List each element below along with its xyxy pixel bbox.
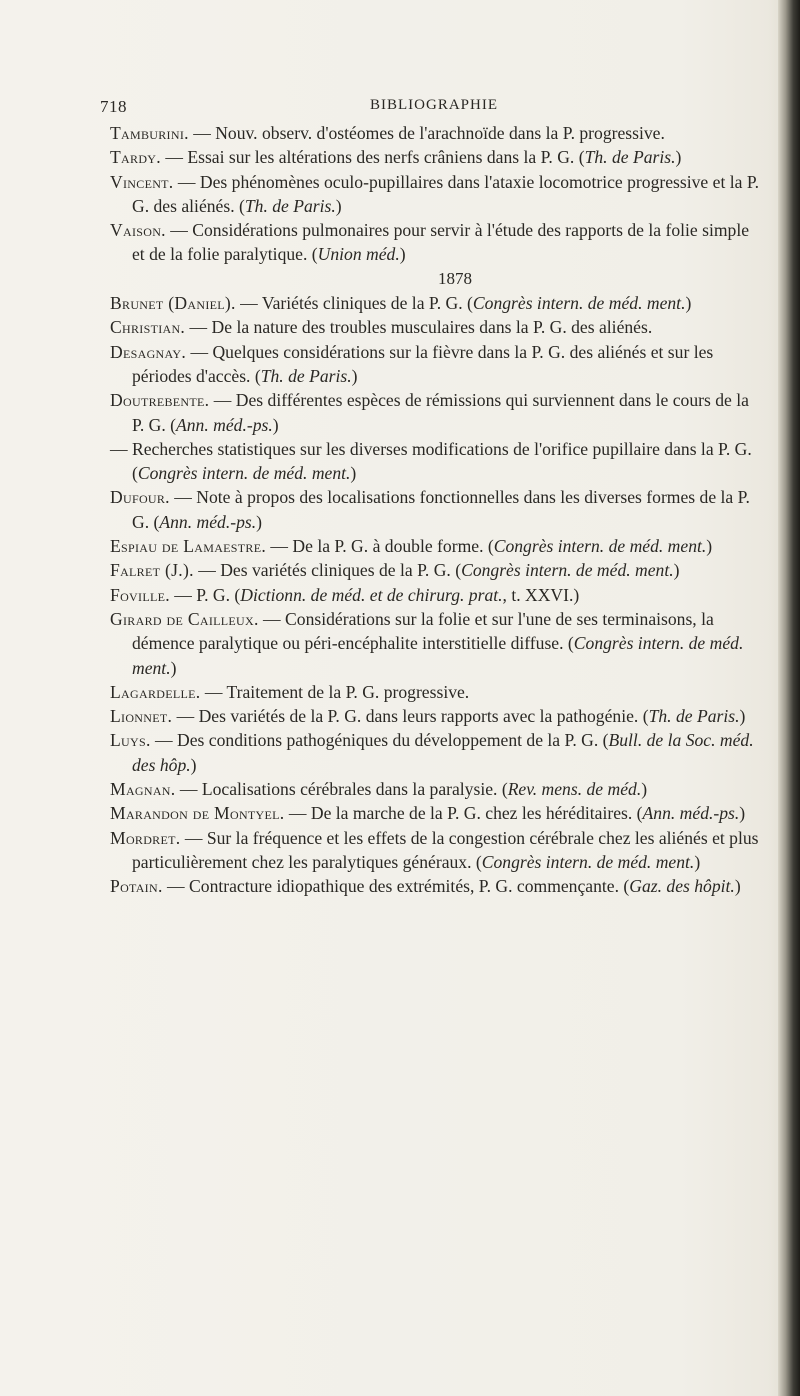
entry-source: Congrès intern. de méd. ment.	[461, 560, 674, 581]
page-header	[0, 97, 800, 121]
entry-title: — Nouv. observ. d'ostéomes de l'arachnoïde dans la P. progressive.	[188, 123, 665, 143]
entry-source: Congrès intern. de méd. ment.	[481, 851, 695, 872]
entry-author: Brunet (Daniel).	[110, 293, 236, 314]
entry-source: Rev. mens. de méd.	[507, 779, 642, 800]
bibliography-entry	[110, 291, 760, 315]
bibliography-entry	[110, 388, 760, 437]
entry-tail: )	[739, 706, 746, 727]
entry-title: — Des phénomènes oculo-pupillaires dans l'ataxie locomotrice progressive et la P. G. des aliénés. (	[132, 171, 760, 216]
bibliography-entry	[110, 340, 760, 389]
entry-tail: )	[272, 414, 279, 435]
entry-tail: )	[685, 293, 692, 314]
entry-tail: )	[673, 560, 680, 581]
bibliography-entry	[110, 680, 760, 704]
entry-author: Desagnay.	[110, 341, 187, 362]
entry-source: Union méd.	[317, 244, 400, 265]
entry-tail: )	[335, 195, 342, 216]
bibliography-entry	[110, 315, 760, 339]
entry-author: Mordret.	[110, 827, 181, 848]
entry-tail: )	[190, 754, 197, 775]
bibliography-entry	[110, 704, 760, 728]
entry-source: Dictionn. de méd. et de chirurg. prat.	[240, 584, 503, 605]
entry-author: Potain.	[110, 876, 163, 897]
entries-before-year	[110, 121, 760, 267]
entry-title: — Variétés cliniques de la P. G. (	[235, 293, 473, 314]
entry-title: — De la P. G. à double forme. (	[266, 536, 494, 557]
entry-source: Ann. méd.-ps.	[159, 511, 257, 532]
entry-tail: , t. XXVI.)	[502, 584, 580, 605]
entry-tail: )	[694, 851, 701, 872]
running-head: BIBLIOGRAPHIE	[370, 97, 498, 113]
entry-author: Lionnet.	[110, 706, 173, 727]
entry-author: Vincent.	[110, 171, 174, 192]
bibliography-entry	[110, 583, 760, 607]
page-number: 718	[100, 97, 127, 116]
entry-author: Tardy.	[110, 147, 161, 168]
entry-tail: )	[641, 779, 648, 800]
entry-author: Tamburini.	[110, 123, 189, 143]
entry-source: Th. de Paris.	[584, 147, 676, 168]
entry-author: Dufour.	[110, 487, 170, 508]
entry-author: Doutrebente.	[110, 390, 210, 411]
entry-title: — Note à propos des localisations fonctionnelles dans les diverses formes de la P. G. (	[132, 487, 750, 532]
entry-title: — Contracture idiopathique des extrémités, P. G. commençante. (	[162, 876, 630, 897]
entry-author: Girard de Cailleux.	[110, 608, 259, 629]
entry-author: Luys.	[110, 730, 151, 751]
entry-source: Ann. méd.-ps.	[176, 414, 273, 435]
entry-source: Congrès intern. de méd. ment.	[493, 536, 707, 557]
bibliography-entry	[110, 145, 760, 169]
entry-source: Th. de Paris.	[648, 706, 740, 727]
bibliography-entry	[110, 485, 760, 534]
entry-title: — Des différentes espèces de rémissions qui surviennent dans le cours de la P. G. (	[132, 390, 749, 435]
entry-title: — Localisations cérébrales dans la paralysie. (	[175, 779, 508, 800]
bibliography-entry	[110, 607, 760, 680]
entry-author: Espiau de Lamaestre.	[110, 536, 267, 557]
bibliography-entry	[110, 534, 760, 558]
entry-author: Falret (J.).	[110, 560, 194, 581]
page-edge-shadow	[778, 0, 800, 1396]
entry-source: Ann. méd.-ps.	[642, 803, 740, 824]
entry-title: — De la nature des troubles musculaires dans la P. G. des aliénés.	[185, 317, 653, 338]
entry-tail: )	[351, 365, 358, 386]
bibliography-entry	[110, 218, 760, 267]
entries-1878	[110, 291, 760, 898]
entry-source: Th. de Paris.	[244, 195, 336, 216]
entry-author: Vaison.	[110, 220, 166, 241]
bibliography-entry	[110, 826, 760, 875]
entry-tail: )	[675, 147, 682, 168]
entry-title: — Sur la fréquence et les effets de la congestion cérébrale chez les aliénés et plus particulièrement chez les paralytiques généraux. (	[132, 827, 759, 872]
entry-title: — Des variétés de la P. G. dans leurs rapports avec la pathogénie. (	[172, 706, 649, 727]
entry-tail: )	[350, 463, 357, 484]
entry-source: Gaz. des hôpit.	[629, 876, 735, 897]
entry-source: Congrès intern. de méd. ment.	[137, 463, 351, 484]
entry-title: — De la marche de la P. G. chez les héréditaires. (	[284, 803, 643, 824]
entry-title: — Traitement de la P. G. progressive.	[200, 681, 470, 702]
entry-title: — Essai sur les altérations des nerfs crâniens dans la P. G. (	[160, 147, 585, 168]
year-heading: 1878	[438, 268, 472, 288]
entry-tail: )	[706, 536, 713, 557]
entry-tail: )	[734, 876, 741, 897]
entry-source: Bull. de la Soc. méd. des hôp.	[132, 730, 754, 775]
entry-title: — Quelques considérations sur la fièvre dans la P. G. des aliénés et sur les périodes d'accès. (	[132, 341, 714, 386]
bibliography-entry	[110, 728, 760, 777]
bibliography-entry	[110, 801, 760, 825]
entry-source: Congrès intern. de méd. ment.	[132, 633, 744, 678]
entry-author: Marandon de Montyel.	[110, 803, 285, 824]
entry-author: Magnan.	[110, 779, 176, 800]
entry-tail: )	[170, 657, 177, 678]
entry-title: — Considérations pulmonaires pour servir à l'étude des rapports de la folie simple et de la folie paralytique. (	[132, 220, 750, 265]
entry-title: — Des conditions pathogéniques du développement de la P. G. (	[150, 730, 609, 751]
entry-author: Foville.	[110, 584, 170, 605]
entry-tail: )	[739, 803, 746, 824]
entry-title: — Des variétés cliniques de la P. G. (	[193, 560, 462, 581]
entry-tail: )	[256, 511, 262, 532]
bibliography-entry	[110, 437, 760, 486]
bibliography-entry	[110, 170, 760, 219]
entry-author: Lagardelle.	[110, 681, 201, 702]
bibliography-list	[110, 121, 760, 899]
bibliography-entry	[110, 777, 760, 801]
bibliography-entry	[110, 558, 760, 582]
entry-title: — Recherches statistiques sur les diverses modifications de l'orifice pupillaire dans la P. G. (	[110, 438, 752, 484]
bibliography-entry	[110, 121, 760, 145]
entry-title: — P. G. (	[169, 584, 241, 605]
entry-title: — Considérations sur la folie et sur l'une de ses terminaisons, la démence paralytique ou péri-encéphalite interstitielle diffuse. (	[132, 608, 714, 654]
entry-source: Th. de Paris.	[260, 365, 352, 386]
entry-author: Christian.	[110, 317, 186, 338]
entry-source: Congrès intern. de méd. ment.	[472, 293, 686, 314]
entry-tail: )	[399, 244, 406, 265]
bibliography-entry	[110, 874, 760, 898]
